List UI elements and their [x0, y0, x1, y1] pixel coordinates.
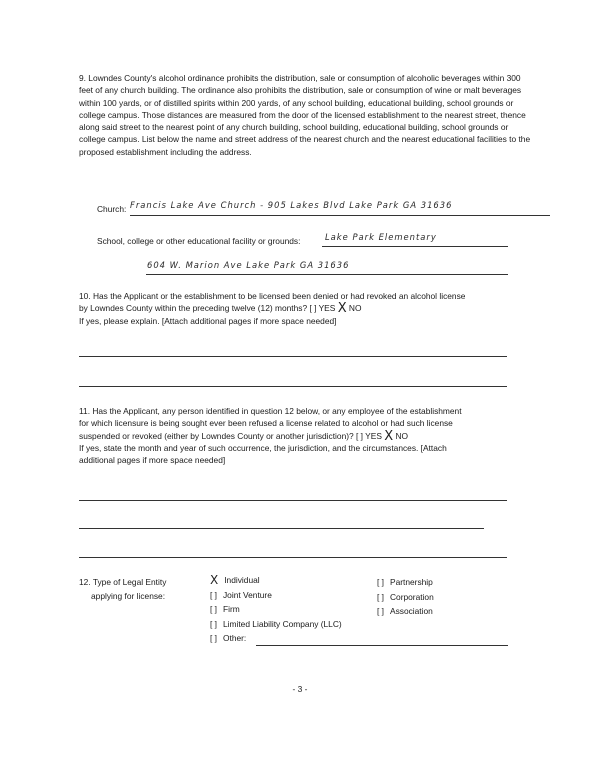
entity-association-option[interactable]: [ ] Association	[377, 606, 433, 616]
q12-label-1: 12. Type of Legal Entity	[79, 577, 167, 587]
q11-line-5: additional pages if more space needed]	[79, 455, 226, 466]
entity-firm-option[interactable]: [ ] Firm	[210, 604, 240, 614]
q10-no-checkmark[interactable]: X	[337, 301, 347, 317]
q11-line-3	[79, 430, 534, 442]
entity-other-line[interactable]	[256, 645, 508, 646]
entity-individual-option[interactable]: X Individual	[210, 573, 260, 587]
school-label: School, college or other educational facility or grounds:	[97, 236, 301, 246]
q11-answer-line-1[interactable]	[79, 500, 507, 501]
q11-line-2: for which licensure is being sought ever been refused a license related to alcohol or had such license	[79, 418, 453, 429]
q11-line-1: 11. Has the Applicant, any person identified in question 12 below, or any employee of the establishment	[79, 406, 462, 416]
q11-line-4: If yes, state the month and year of such occurrence, the jurisdiction, and the circumstances. [Attach	[79, 442, 447, 453]
q11-answer-line-3[interactable]	[79, 557, 507, 558]
question-10-text	[79, 290, 534, 327]
church-answer[interactable]: Francis Lake Ave Church - 905 Lakes Blvd Lake Park GA 31636	[130, 200, 453, 210]
entity-partnership-option[interactable]: [ ] Partnership	[377, 577, 433, 587]
q12-label-2: applying for license:	[91, 591, 166, 601]
individual-checkmark[interactable]: X	[210, 573, 219, 587]
entity-llc-option[interactable]: [ ] Limited Liability Company (LLC)	[210, 619, 342, 629]
q10-answer-line-1[interactable]	[79, 356, 507, 357]
q10-answer-line-2[interactable]	[79, 386, 507, 387]
question-11-text	[79, 405, 534, 466]
page-number: - 3 -	[292, 684, 308, 694]
q10-yes-option[interactable]: by Lowndes County within the preceding twelve (12) months? [ ] YES	[79, 303, 338, 314]
q11-no-label: NO	[393, 430, 409, 441]
q10-line-2	[79, 301, 534, 317]
q10-line-3: If yes, please explain. [Attach additional pages if more space needed]	[79, 315, 337, 326]
school-address-answer[interactable]: 604 W. Marion Ave Lake Park GA 31636	[147, 260, 350, 270]
church-line	[130, 215, 550, 216]
q11-yes-option[interactable]: suspended or revoked (either by Lowndes County or another jurisdiction)? [ ] YES	[79, 430, 385, 441]
q10-no-label: NO	[346, 303, 362, 314]
school-line	[322, 246, 508, 247]
q10-line-1: 10. Has the Applicant or the establishment to be licensed been denied or had revoked an alcohol license	[79, 291, 466, 301]
entity-other-option[interactable]: [ ] Other:	[210, 633, 247, 643]
school-answer[interactable]: Lake Park Elementary	[325, 232, 437, 242]
q11-answer-line-2[interactable]	[79, 528, 484, 529]
q11-no-checkmark[interactable]: X	[384, 428, 394, 444]
entity-joint-venture-option[interactable]: [ ] Joint Venture	[210, 590, 272, 600]
entity-corporation-option[interactable]: [ ] Corporation	[377, 592, 434, 602]
church-label: Church:	[97, 204, 127, 214]
school-address-line	[146, 274, 508, 275]
question-9-text: 9. Lowndes County's alcohol ordinance prohibits the distribution, sale or consumption of alcoholic beverages within 300 feet of any church building. The ordinance also prohibits the distribution, sale or consumption of wine or malt beverages within 100 yards, or of distilled spirits within 200 yards, of any school building, educational building, school grounds or college campus. Those distances are measured from the door of the licensed establishment to the nearest street, thence along said street to the nearest point of any church building, school building, educational building, school grounds or college campus. List below the name and street address of the nearest church and the nearest educational facilities to the proposed establishment including the address.	[79, 73, 531, 157]
